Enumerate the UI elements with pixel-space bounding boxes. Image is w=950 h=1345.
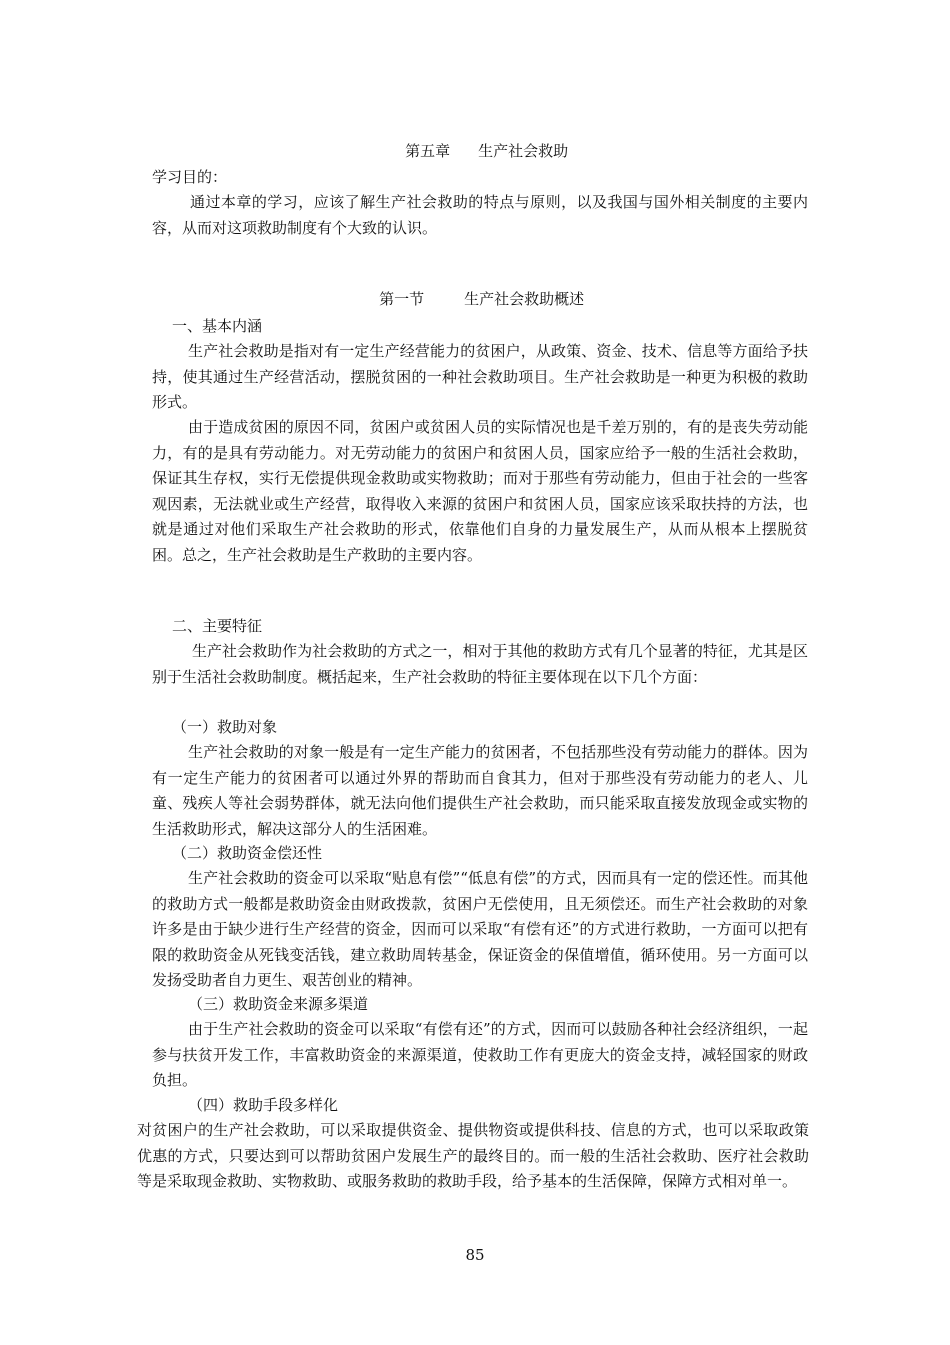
subsection-4-text: 对贫困户的生产社会救助，可以采取提供资金、提供物资或提供科技、信息的方式，也可以采取政策优惠的方式，只要达到可以帮助贫困户发展生产的最终目的。而一般的生活社会救助、医疗社会救助等是采取现金救助、实物救助、或服务救助的救助手段，给予基本的生活保障，保障方式相对单一。 <box>137 1121 809 1191</box>
subsection-2-text: 生产社会救助的资金可以采取“贴息有偿”“低息有偿”的方式，因而具有一定的偿还性。而其他的救助方式一般都是救助资金由财政拨款，贫困户无偿使用，且无须偿还。而生产社会救助的对象许多是由于缺少进行生产经营的资金，因而可以采取“有偿有还”的方式进行救助，一方面可以把有限的救助资金从死钱变活钱，建立救助周转基金，保证资金的保值增值，循环使用。另一方面可以发扬受助者自力更生、艰苦创业的精神。 <box>152 869 808 990</box>
part2-heading: 二、主要特征 <box>172 617 263 635</box>
subsection-2-heading: （二）救助资金偿还性 <box>172 844 323 862</box>
objectives-text: 通过本章的学习，应该了解生产社会救助的特点与原则，以及我国与国外相关制度的主要内容，从而对这项救助制度有个大致的认识。 <box>152 193 808 237</box>
subsection-3-heading: （三）救助资金来源多渠道 <box>188 995 369 1013</box>
part1-heading: 一、基本内涵 <box>172 317 263 335</box>
section-label: 第一节 <box>379 290 425 308</box>
subsection-1-heading: （一）救助对象 <box>172 718 278 736</box>
objectives-heading: 学习目的： <box>152 168 228 186</box>
chapter-label: 第五章 <box>405 142 451 160</box>
part1-paragraph-2: 由于造成贫困的原因不同，贫困户或贫困人员的实际情况也是千差万别的，有的是丧失劳动能力，有的是具有劳动能力。对无劳动能力的贫困户和贫困人员，国家应给予一般的生活社会救助，保证其生存权，实行无偿提供现金救助或实物救助；而对于那些有劳动能力，但由于社会的一些客观因素，无法就业或生产经营，取得收入来源的贫困户和贫困人员，国家应该采取扶持的方法，也就是通过对他们采取生产社会救助的形式，依靠他们自身的力量发展生产，从而从根本上摆脱贫困。总之，生产社会救助是生产救助的主要内容。 <box>152 418 808 564</box>
chapter-name: 生产社会救助 <box>478 142 569 160</box>
subsection-3-text: 由于生产社会救助的资金可以采取“有偿有还”的方式，因而可以鼓励各种社会经济组织，一起参与扶贫开发工作，丰富救助资金的来源渠道，使救助工作有更庞大的资金支持，减轻国家的财政负担。 <box>152 1020 808 1090</box>
part1-paragraph-1: 生产社会救助是指对有一定生产经营能力的贫困户，从政策、资金、技术、信息等方面给予扶持，使其通过生产经营活动，摆脱贫困的一种社会救助项目。生产社会救助是一种更为积极的救助形式。 <box>152 342 808 412</box>
page-number: 85 <box>465 1246 485 1264</box>
part2-intro: 生产社会救助作为社会救助的方式之一，相对于其他的救助方式有几个显著的特征，尤其是区别于生活社会救助制度。概括起来，生产社会救助的特征主要体现在以下几个方面： <box>152 642 808 686</box>
subsection-1-text: 生产社会救助的对象一般是有一定生产能力的贫困者，不包括那些没有劳动能力的群体。因为有一定生产能力的贫困者可以通过外界的帮助而自食其力，但对于那些没有劳动能力的老人、儿童、残疾人等社会弱势群体，就无法向他们提供生产社会救助，而只能采取直接发放现金或实物的生活救助形式，解决这部分人的生活困难。 <box>152 743 808 838</box>
section-name: 生产社会救助概述 <box>464 290 585 308</box>
subsection-4-heading: （四）救助手段多样化 <box>188 1096 339 1114</box>
